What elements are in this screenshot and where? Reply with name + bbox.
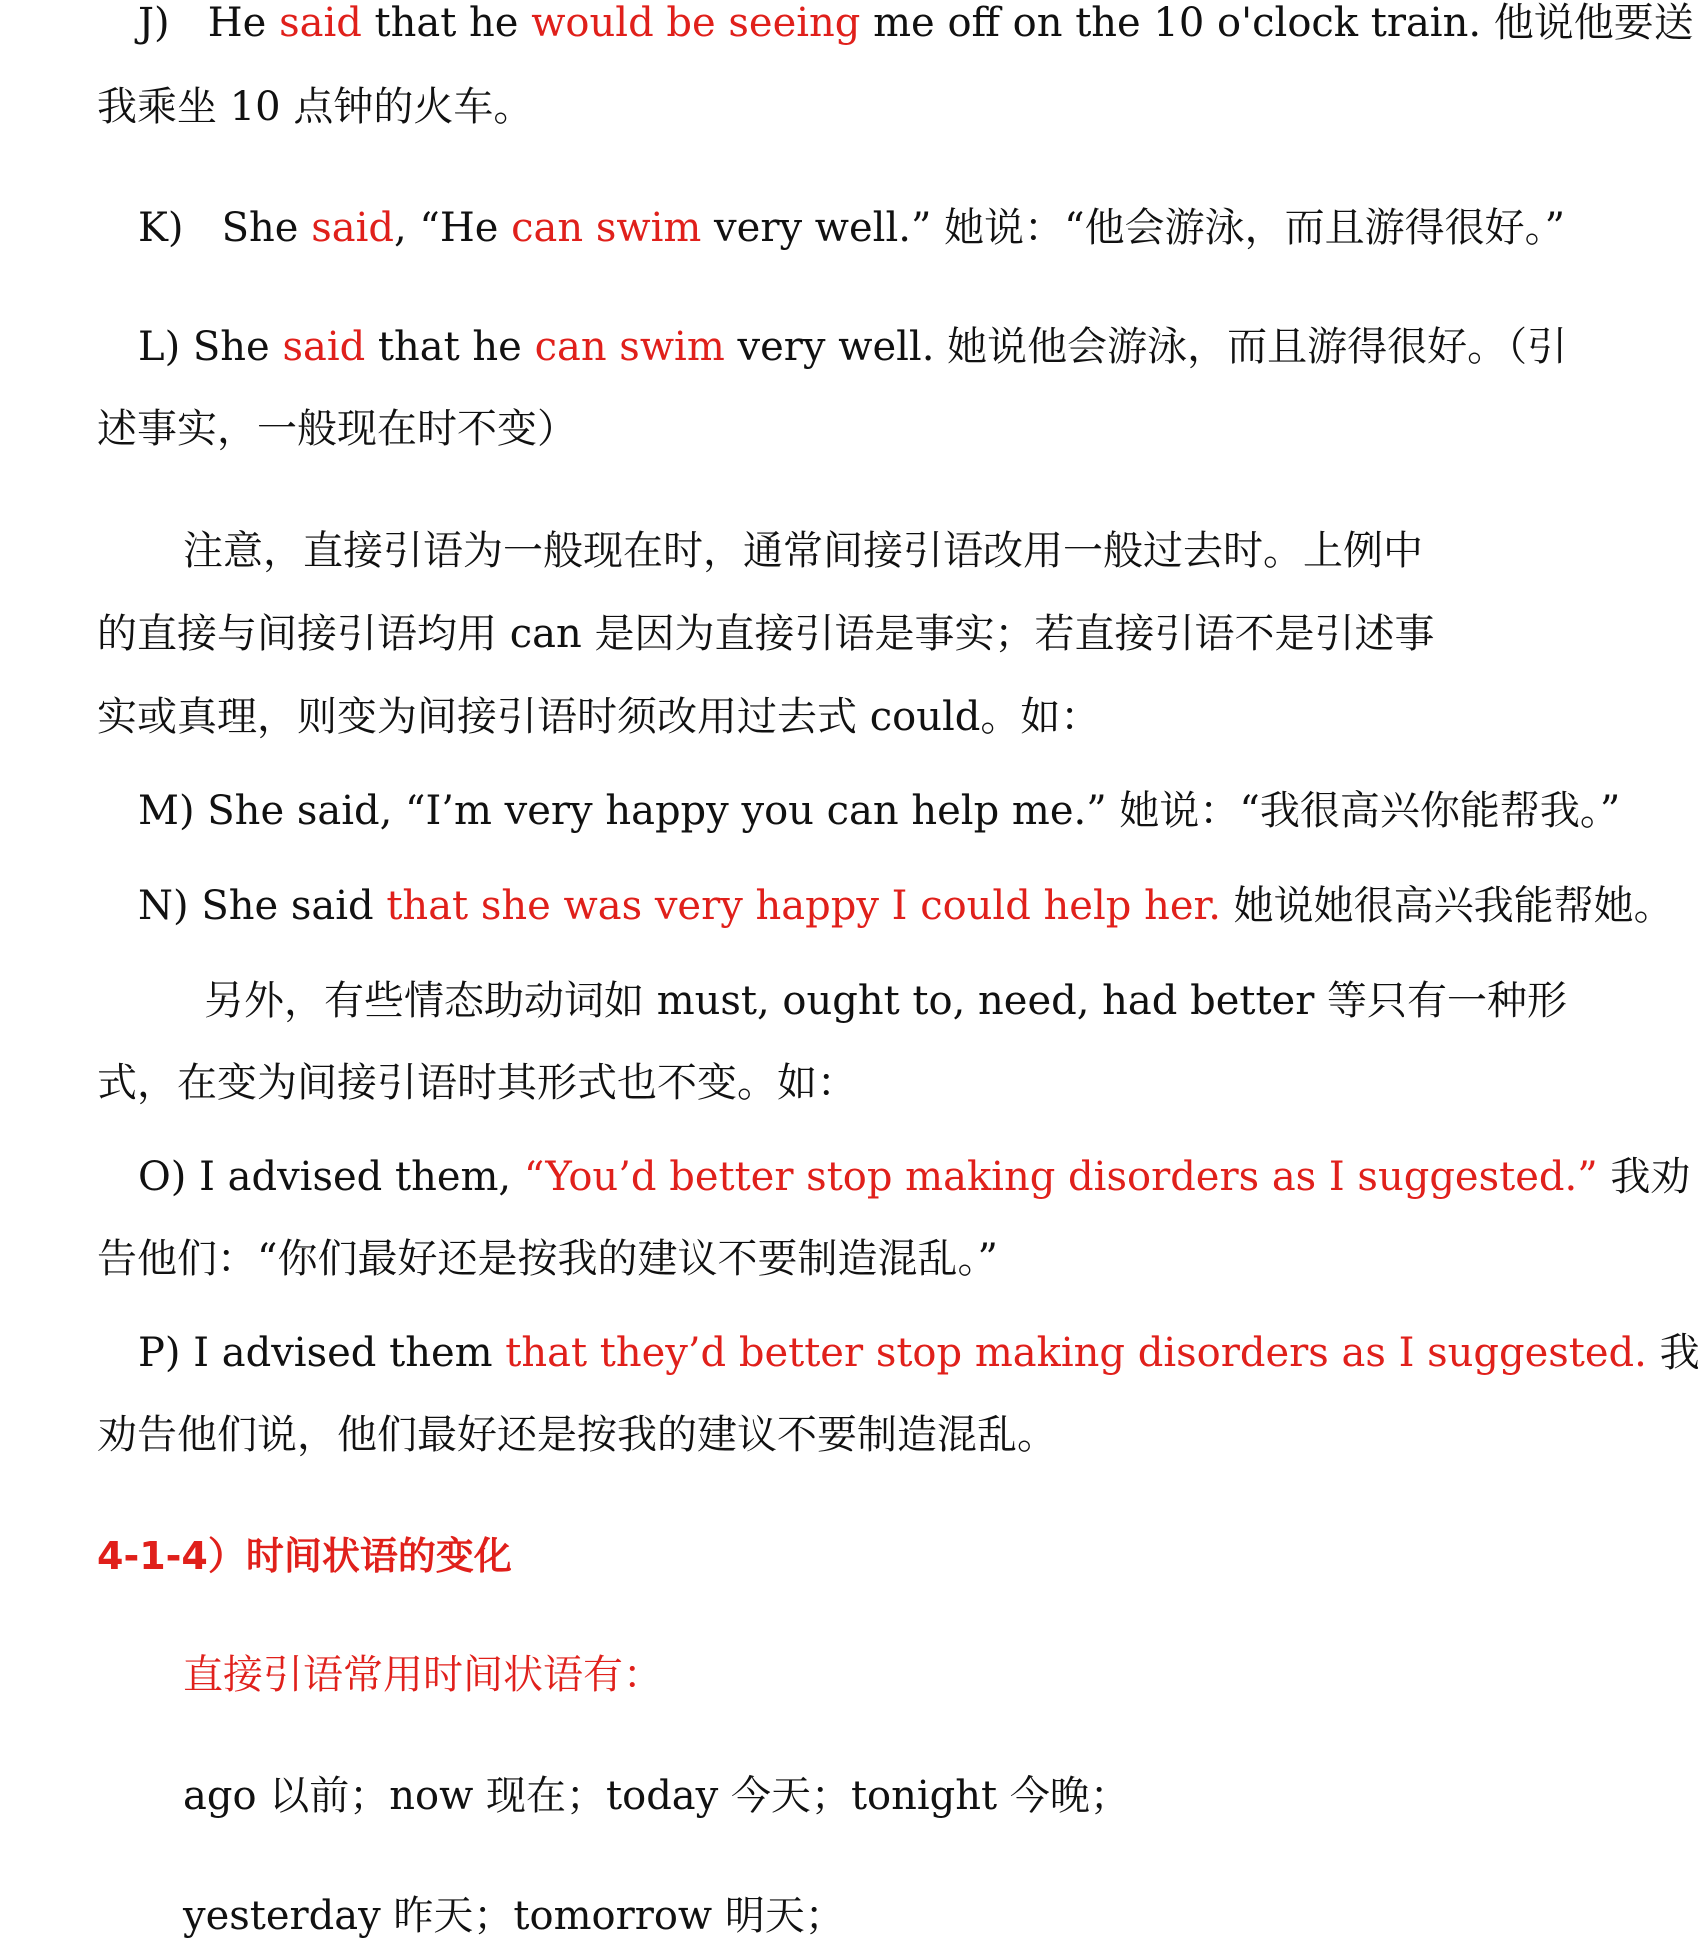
example-n-red: that she was very happy I could help her.: [386, 883, 1221, 929]
time-words-line1: ago 以前；now 现在；today 今天；tonight 今晚；: [183, 1773, 1130, 1819]
example-k-part1: K) She: [138, 205, 312, 251]
example-j-part1: J) He: [138, 0, 280, 46]
note2-line1: 另外，有些情态助动词如 must, ought to, need, had better 等只有一种形: [204, 978, 1568, 1024]
example-l-part2: that he: [365, 324, 535, 370]
example-m-line: M) She said, “I’m very happy you can help me.” 她说：“我很高兴你能帮我。”: [138, 788, 1621, 834]
example-j-part2: that he: [361, 0, 532, 46]
example-l-said: said: [282, 324, 366, 370]
example-l-verb: can swim: [534, 324, 725, 370]
note1-line3: 实或真理，则变为间接引语时须改用过去式 could。如：: [97, 694, 1101, 740]
example-k-part2: , “He: [393, 205, 512, 251]
example-j-verb: would be seeing: [531, 0, 861, 46]
example-l-line2: 述事实，一般现在时不变）: [97, 406, 577, 452]
example-j-line1: [138, 0, 1694, 48]
note2-line2: 式，在变为间接引语时其形式也不变。如：: [97, 1060, 857, 1106]
example-o-line1: [138, 1152, 1690, 1202]
note1-line2: 的直接与间接引语均用 can 是因为直接引语是事实；若直接引语不是引述事: [97, 611, 1435, 657]
section-heading: 4-1-4）时间状语的变化: [97, 1534, 512, 1578]
example-p-part1: P) I advised them: [138, 1330, 506, 1376]
note1-line1: 注意，直接引语为一般现在时，通常间接引语改用一般过去时。上例中: [183, 528, 1423, 574]
example-l-line1: [138, 322, 1567, 372]
example-j-part3: me off on the 10 o'clock train. 他说他要送: [860, 0, 1694, 46]
example-l-part3: very well. 她说他会游泳，而且游得很好。（引: [724, 324, 1568, 370]
example-k-verb: can swim: [511, 205, 702, 251]
example-n-part2: 她说她很高兴我能帮她。: [1220, 883, 1674, 929]
example-o-part2: 我劝: [1597, 1154, 1691, 1200]
example-j-line2: 我乘坐 10 点钟的火车。: [97, 84, 534, 130]
example-k-part3: very well.” 她说：“他会游泳，而且游得很好。”: [701, 205, 1566, 251]
example-p-red: that they’d better stop making disorders as I suggested.: [505, 1330, 1647, 1376]
example-p-part2: 我: [1646, 1330, 1700, 1376]
subheading: 直接引语常用时间状语有：: [183, 1652, 663, 1698]
example-n-part1: N) She said: [138, 883, 387, 929]
example-p-line1: [138, 1328, 1700, 1378]
example-k-said: said: [311, 205, 394, 251]
time-words-line2: yesterday 昨天；tomorrow 明天；: [183, 1893, 845, 1939]
example-o-line2: 告他们：“你们最好还是按我的建议不要制造混乱。”: [97, 1236, 998, 1282]
example-j-said: said: [279, 0, 362, 46]
example-p-line2: 劝告他们说，他们最好还是按我的建议不要制造混乱。: [97, 1412, 1057, 1458]
example-l-part1: L) She: [138, 324, 283, 370]
example-n-line: [138, 881, 1674, 931]
example-k-line: [138, 203, 1565, 253]
example-o-part1: O) I advised them,: [138, 1154, 524, 1200]
example-o-red: “You’d better stop making disorders as I suggested.”: [523, 1154, 1598, 1200]
